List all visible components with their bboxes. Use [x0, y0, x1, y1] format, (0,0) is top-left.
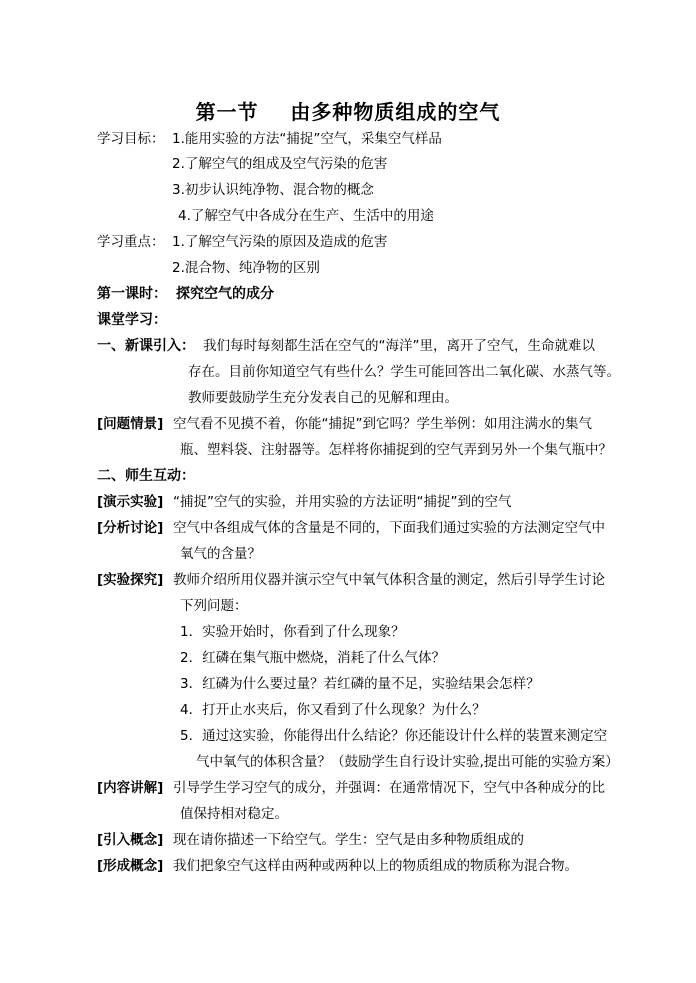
- analysis-line-1: 空气中各组成气体的含量是不同的，下面我们通过实验的方法测定空气中: [173, 520, 605, 536]
- explore-question-2: 2．红磷在集气瓶中燃烧，消耗了什么气体？: [180, 650, 446, 666]
- lesson1-text: 探究空气的成分: [176, 286, 274, 302]
- objective-item-3: 3.初步认识纯净物、混合物的概念: [172, 182, 374, 198]
- explore-question-4: 4．打开止水夹后，你又看到了什么现象？为什么？: [180, 702, 486, 718]
- objective-item-1: 1.能用实验的方法“捕捉”空气，采集空气样品: [172, 131, 442, 147]
- content-line-2: 值保持相对稳定。: [180, 806, 288, 822]
- classroom-heading: 课堂学习：: [97, 312, 167, 328]
- intro-label: 一、新课引入：: [97, 338, 195, 354]
- explore-label: [实验探究]: [97, 572, 164, 588]
- problem-label: [问题情景]: [97, 416, 164, 432]
- objective-item-4: 4.了解空气中各成分在生产、生活中的用途: [178, 208, 434, 224]
- objectives-label: 学习目标：: [97, 131, 165, 147]
- content-line-1: 引导学生学习空气的成分，并强调：在通常情况下，空气中各种成分的比: [173, 780, 605, 796]
- explore-question-5-cont: 气中氧气的体积含量？（鼓励学生自行设计实验,提出可能的实验方案）: [196, 754, 619, 770]
- problem-line-2: 瓶、塑料袋、注射器等。怎样将你捕捉到的空气弄到另外一个集气瓶中？: [180, 442, 612, 458]
- explore-line-1: 教师介绍所用仪器并演示空气中氧气体积含量的测定，然后引导学生讨论: [173, 572, 605, 588]
- problem-line-1: 空气看不见摸不着，你能“捕捉”到它吗？学生举例：如用注满水的集气: [173, 416, 592, 432]
- demo-label: [演示实验]: [97, 494, 164, 510]
- content-label: [内容讲解]: [97, 780, 164, 796]
- objective-item-2: 2.了解空气的组成及空气污染的危害: [172, 156, 388, 172]
- key-point-item-1: 1.了解空气污染的原因及造成的危害: [172, 234, 388, 250]
- analysis-label: [分析讨论]: [97, 520, 164, 536]
- concept-intro-text: 现在请你描述一下给空气。学生：空气是由多种物质组成的: [173, 832, 524, 848]
- explore-line-2: 下列问题：: [180, 598, 248, 614]
- key-points-label: 学习重点：: [97, 234, 165, 250]
- key-point-item-2: 2.混合物、纯净物的区别: [172, 260, 320, 276]
- explore-question-1: 1．实验开始时，你看到了什么现象？: [180, 624, 405, 640]
- interaction-heading: 二、师生互动：: [97, 468, 195, 484]
- explore-question-3: 3．红磷为什么要过量？若红磷的量不足，实验结果会怎样？: [180, 676, 540, 692]
- demo-text: “捕捉”空气的实验，并用实验的方法证明“捕捉”到的空气: [173, 494, 512, 510]
- lesson1-label: 第一课时：: [97, 286, 167, 302]
- intro-line-3: 教师要鼓励学生充分发表自己的见解和理由。: [188, 390, 458, 406]
- explore-question-5: 5．通过这实验，你能得出什么结论？你还能设计什么样的装置来测定空: [180, 728, 608, 744]
- intro-line-1: 我们每时每刻都生活在空气的“海洋”里，离开了空气，生命就难以: [203, 338, 595, 354]
- intro-line-2: 存在。目前你知道空气有些什么？学生可能回答出二氧化碳、水蒸气等。: [188, 364, 620, 380]
- concept-form-label: [形成概念]: [97, 858, 164, 874]
- page-title: 第一节 由多种物质组成的空气: [195, 100, 501, 124]
- analysis-line-2: 氧气的含量？: [180, 546, 261, 562]
- concept-form-text: 我们把象空气这样由两种或两种以上的物质组成的物质称为混合物。: [173, 858, 578, 874]
- concept-intro-label: [引入概念]: [97, 832, 164, 848]
